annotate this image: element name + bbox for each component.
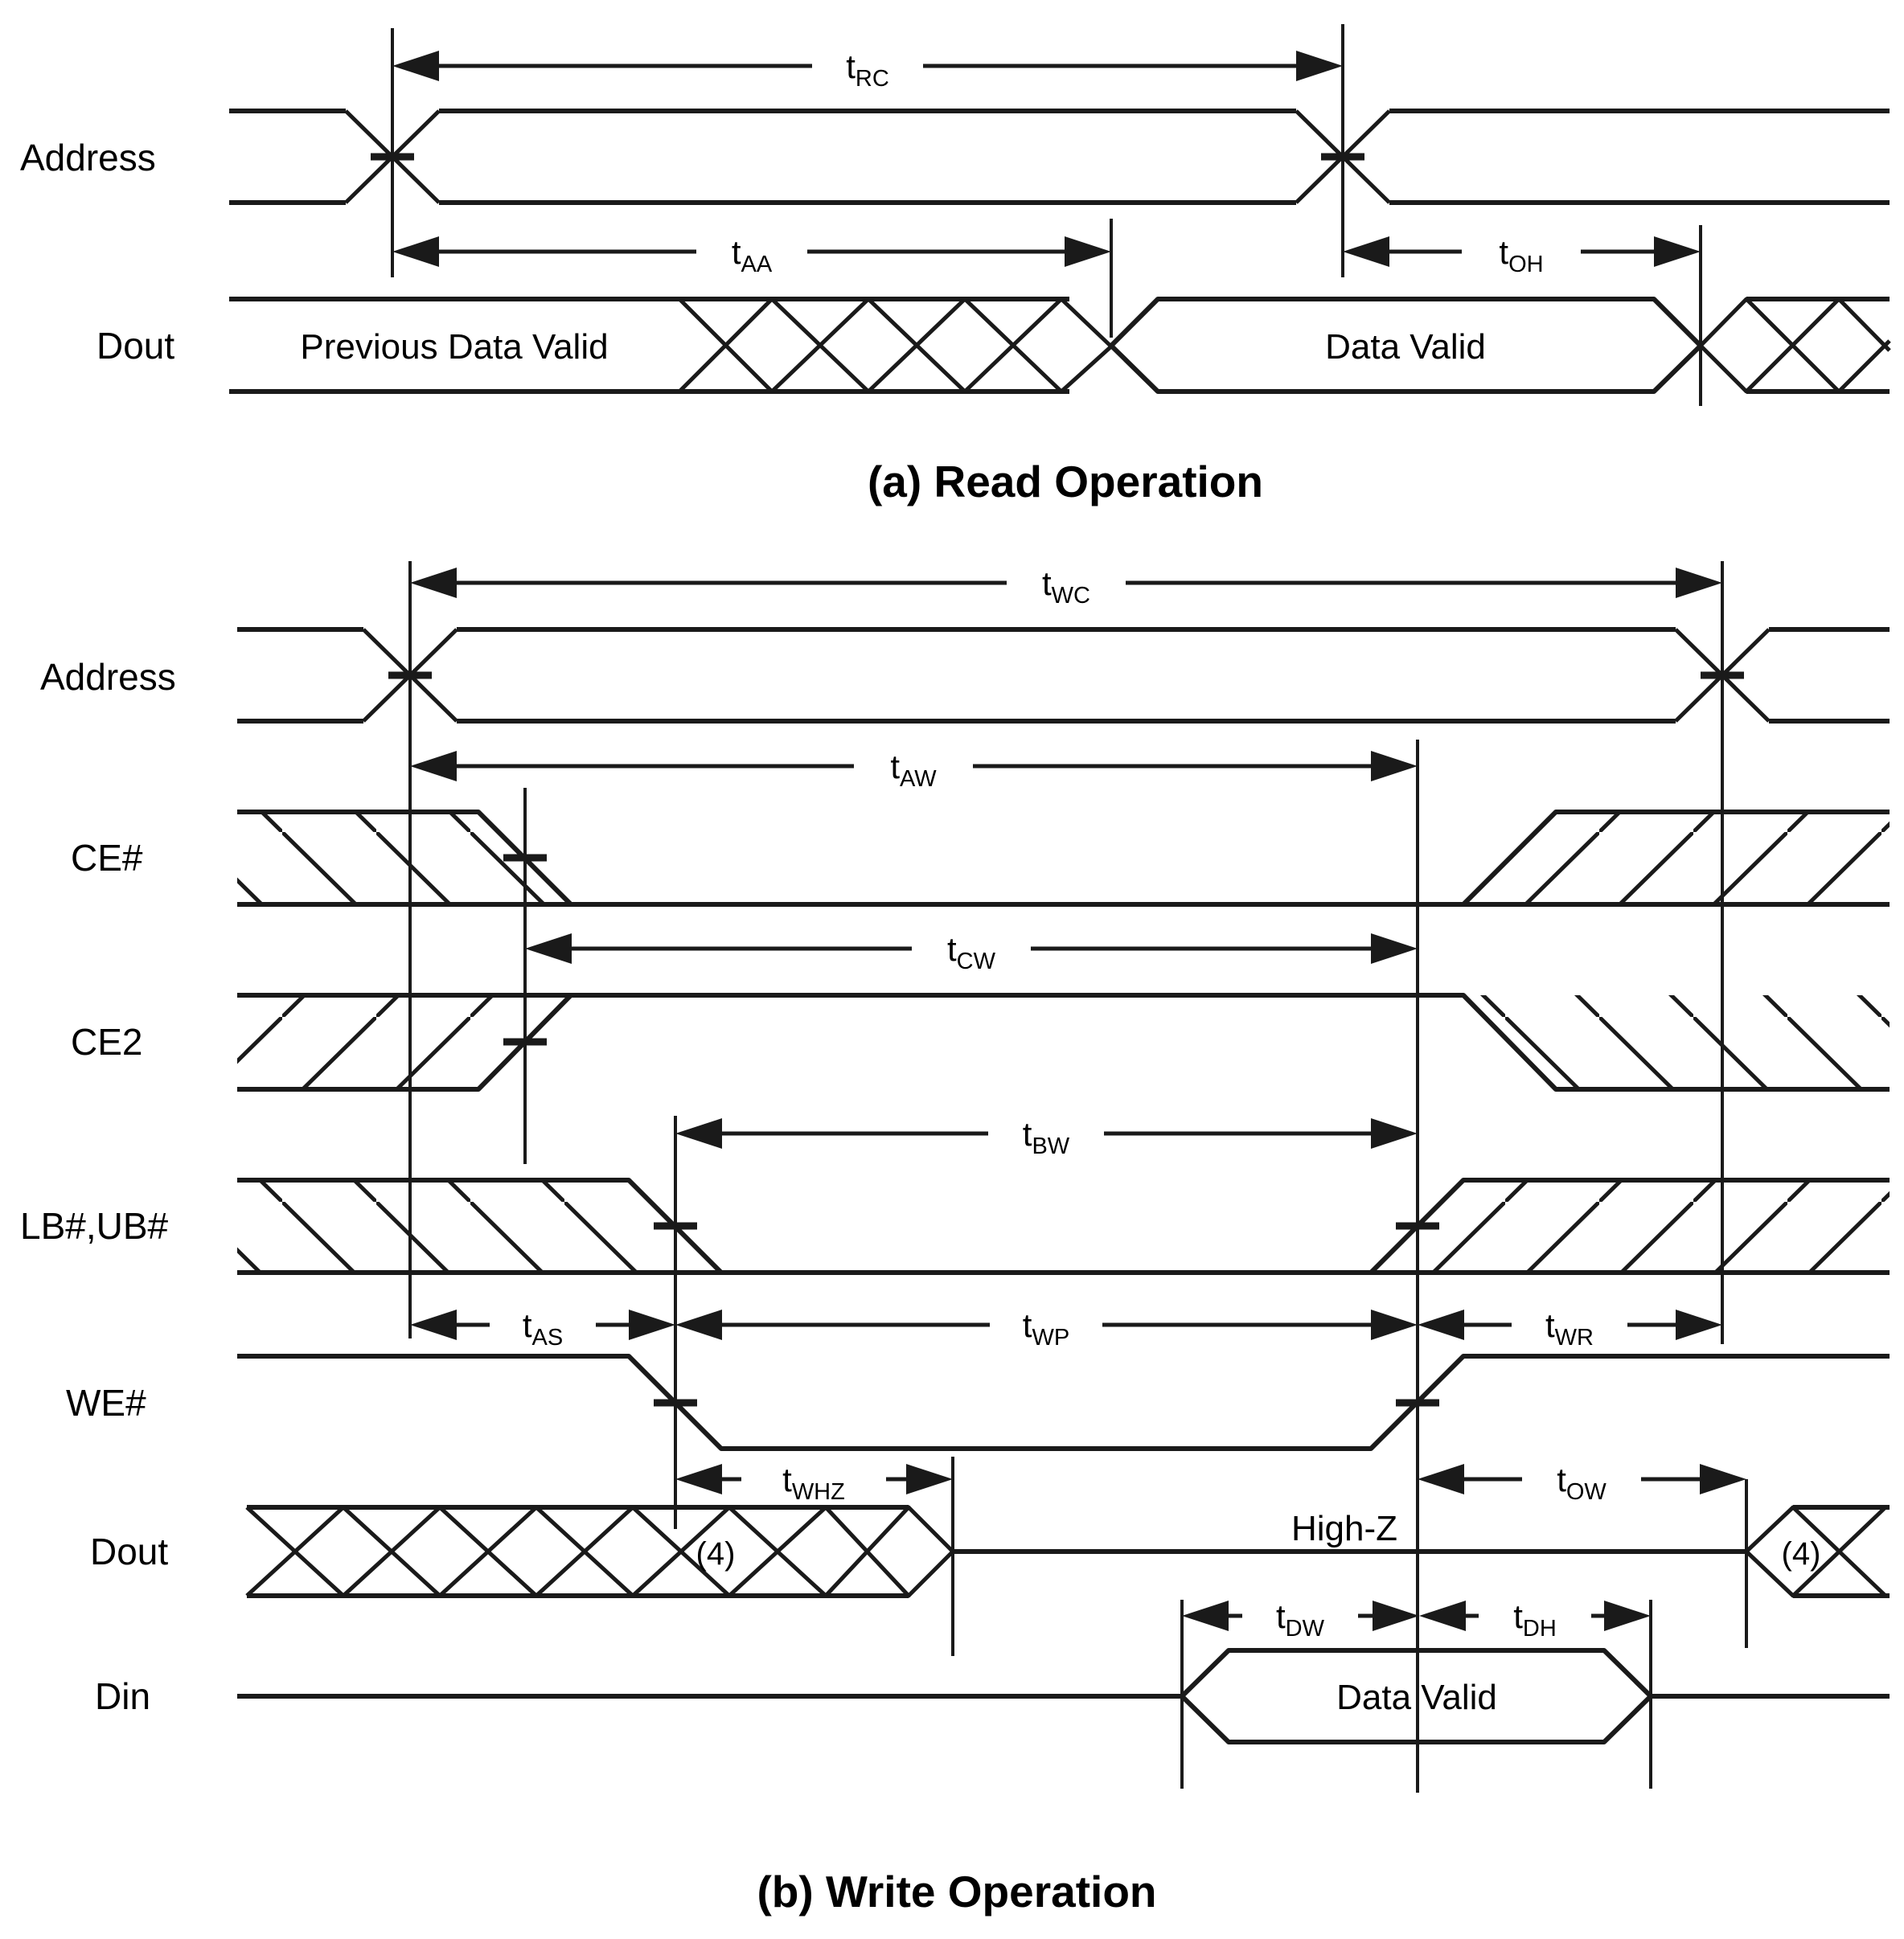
ce-hatch-right bbox=[1463, 812, 1890, 904]
tcw-arrowhead-right bbox=[1371, 933, 1418, 964]
write-we-waveform bbox=[237, 1356, 1890, 1449]
tas-arrowhead-left bbox=[410, 1310, 457, 1340]
timing-label-twr: $t_{WR}$ bbox=[1545, 1306, 1594, 1351]
read-dout-end-zigzag-b bbox=[1701, 299, 1890, 391]
write-din-waveform bbox=[237, 1650, 1890, 1742]
write-dout-waveform bbox=[247, 1507, 1890, 1596]
timing-label-tow: $t_{OW}$ bbox=[1557, 1461, 1606, 1505]
bus-label-read-data-valid: Data Valid bbox=[1325, 327, 1486, 367]
timing-label-tbw: $t_{BW}$ bbox=[1022, 1115, 1070, 1159]
write-dout-zigzag-b bbox=[247, 1507, 953, 1596]
ce2-hatch-right bbox=[1463, 995, 1890, 1089]
twhz-arrowhead-left bbox=[675, 1464, 722, 1494]
twp-arrowhead-right bbox=[1371, 1310, 1418, 1340]
timing-label-taa: $t_{AA}$ bbox=[731, 233, 773, 277]
caption-write-operation: (b) Write Operation bbox=[757, 1867, 1157, 1916]
timing-label-twhz: $t_{WHZ}$ bbox=[782, 1461, 845, 1505]
timing-arrow-twhz bbox=[675, 1461, 953, 1505]
write-dout-zigzag-a bbox=[247, 1507, 953, 1596]
signal-label-lb-ub: LB#,UB# bbox=[20, 1205, 169, 1247]
twr-arrowhead-right bbox=[1676, 1310, 1722, 1340]
timing-label-twc: $t_{WC}$ bbox=[1042, 564, 1090, 609]
timing-arrow-tas bbox=[410, 1306, 675, 1351]
trc-arrowhead-left bbox=[392, 51, 439, 81]
taw-arrowhead-right bbox=[1371, 751, 1418, 781]
timing-arrow-twc bbox=[410, 564, 1722, 609]
tdh-arrowhead-right bbox=[1604, 1601, 1651, 1631]
toh-arrowhead-right bbox=[1654, 236, 1701, 267]
tcw-arrowhead-left bbox=[525, 933, 572, 964]
write-address-waveform bbox=[237, 629, 1890, 721]
timing-arrow-taw bbox=[410, 748, 1418, 792]
twhz-arrowhead-right bbox=[906, 1464, 953, 1494]
signal-label-write-dout: Dout bbox=[90, 1531, 169, 1572]
timing-arrow-tdh bbox=[1419, 1597, 1651, 1642]
signal-label-write-address: Address bbox=[40, 656, 176, 698]
timing-label-tdh: $t_{DH}$ bbox=[1513, 1597, 1557, 1642]
tdw-arrowhead-right bbox=[1373, 1601, 1419, 1631]
write-lb-ub-waveform bbox=[237, 1180, 1890, 1273]
timing-label-taw: $t_{AW}$ bbox=[890, 748, 937, 792]
toh-arrowhead-left bbox=[1343, 236, 1389, 267]
timing-arrow-tdw bbox=[1182, 1597, 1419, 1642]
tbw-arrowhead-right bbox=[1371, 1118, 1418, 1149]
tow-arrowhead-right bbox=[1700, 1464, 1746, 1494]
timing-label-twp: $t_{WP}$ bbox=[1022, 1306, 1070, 1351]
signal-label-din: Din bbox=[95, 1675, 151, 1717]
timing-arrow-trc bbox=[392, 47, 1343, 92]
timing-arrow-twr bbox=[1418, 1306, 1722, 1351]
read-address-waveform bbox=[229, 111, 1890, 203]
timing-arrow-toh bbox=[1343, 233, 1701, 277]
twc-arrowhead-left bbox=[410, 568, 457, 598]
timing-label-tas: $t_{AS}$ bbox=[522, 1306, 564, 1351]
tdh-arrowhead-left bbox=[1419, 1601, 1466, 1631]
tbw-arrowhead-left bbox=[675, 1118, 722, 1149]
bus-label-din-data-valid: Data Valid bbox=[1336, 1678, 1497, 1717]
timing-label-tcw: $t_{CW}$ bbox=[947, 930, 995, 974]
write-ce2-waveform bbox=[237, 995, 1890, 1089]
timing-label-trc: $t_{RC}$ bbox=[846, 47, 889, 92]
caption-read-operation: (a) Read Operation bbox=[867, 457, 1264, 506]
annotation-note4-right: (4) bbox=[1781, 1536, 1821, 1572]
write-ce-waveform bbox=[237, 812, 1890, 904]
trc-arrowhead-right bbox=[1296, 51, 1343, 81]
tow-arrowhead-left bbox=[1418, 1464, 1464, 1494]
signal-label-read-address: Address bbox=[20, 137, 156, 178]
timing-label-toh: $t_{OH}$ bbox=[1499, 233, 1544, 277]
twr-arrowhead-left bbox=[1418, 1310, 1464, 1340]
timing-arrow-taa bbox=[392, 233, 1111, 277]
signal-label-we: WE# bbox=[66, 1382, 146, 1424]
annotation-high-z: High-Z bbox=[1291, 1509, 1398, 1548]
timing-arrow-tbw bbox=[675, 1115, 1418, 1159]
taa-arrowhead-right bbox=[1065, 236, 1111, 267]
signal-label-ce2: CE2 bbox=[71, 1021, 143, 1063]
annotation-note4-left: (4) bbox=[696, 1536, 736, 1572]
twc-arrowhead-right bbox=[1676, 568, 1722, 598]
signal-label-read-dout: Dout bbox=[96, 325, 175, 367]
timing-arrow-tcw bbox=[525, 930, 1418, 974]
twp-arrowhead-left bbox=[675, 1310, 722, 1340]
timing-arrow-tow bbox=[1418, 1461, 1746, 1505]
lb-ub-hatch-left bbox=[237, 1180, 721, 1273]
taw-arrowhead-left bbox=[410, 751, 457, 781]
timing-arrow-twp bbox=[675, 1306, 1418, 1351]
signal-label-ce: CE# bbox=[71, 837, 143, 879]
tas-arrowhead-right bbox=[629, 1310, 675, 1340]
taa-arrowhead-left bbox=[392, 236, 439, 267]
bus-label-previous-data-valid: Previous Data Valid bbox=[300, 327, 609, 367]
timing-label-tdw: $t_{DW}$ bbox=[1276, 1597, 1324, 1642]
tdw-arrowhead-left bbox=[1182, 1601, 1229, 1631]
